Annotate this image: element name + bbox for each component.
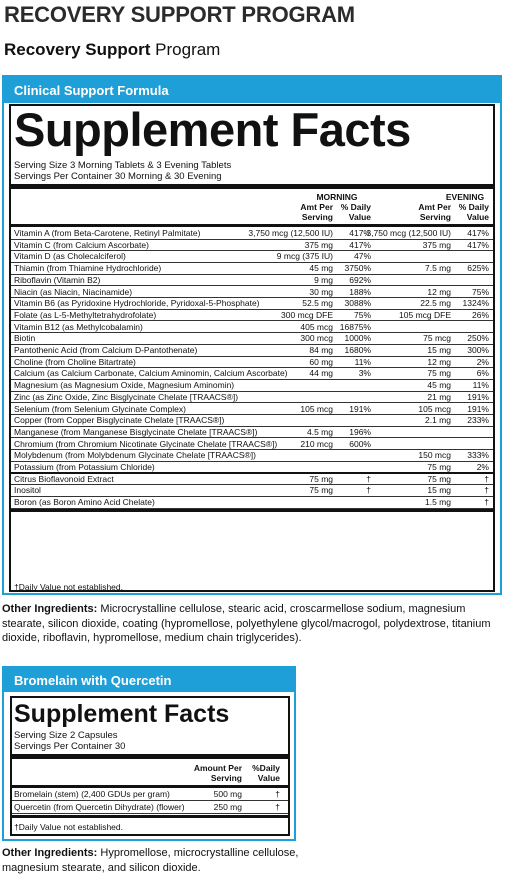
morning-dv-header bbox=[341, 203, 371, 222]
nutrient-name: Calcium (as Calcium Carbonate, Calcium Aminomin, Calcium Ascorbate) bbox=[14, 368, 288, 379]
morning-amount: 44 mg bbox=[309, 368, 333, 379]
evening-daily-value: 300% bbox=[467, 345, 489, 355]
nutrient-name: Potassium (from Potassium Chloride) bbox=[14, 462, 155, 472]
serving-size-1: Serving Size 3 Morning Tablets & 3 Evening Tablets bbox=[14, 160, 232, 171]
bromelain-panel bbox=[2, 666, 296, 841]
evening-amount: 375 mg bbox=[422, 239, 451, 250]
clinical-support-panel bbox=[2, 75, 502, 595]
morning-amount: 52.5 mg bbox=[302, 298, 333, 309]
table-row bbox=[11, 450, 493, 462]
morning-amount: 60 mg bbox=[309, 356, 333, 367]
supplement-facts-heading-1: Supplement Facts bbox=[14, 103, 411, 156]
servings-per-container-2: Servings Per Container 30 bbox=[14, 741, 126, 752]
morning-daily-value: 417% bbox=[349, 239, 371, 250]
ingredient-amount: 250 mg bbox=[213, 801, 242, 812]
other-ingredients-1 bbox=[2, 602, 502, 646]
morning-amount: 9 mg bbox=[314, 274, 333, 285]
morning-amount: 75 mg bbox=[309, 485, 333, 496]
thick-rule-top-1 bbox=[11, 184, 493, 189]
evening-amount: 15 mg bbox=[427, 485, 451, 496]
table-row bbox=[11, 275, 493, 287]
morning-amt-per: Amt Per bbox=[300, 202, 333, 212]
evening-amt-per: Amt Per bbox=[418, 202, 451, 212]
nutrient-name: Vitamin B12 (as Methylcobalamin) bbox=[14, 321, 143, 332]
nutrient-name: Niacin (as Niacin, Niacinamide) bbox=[14, 286, 133, 297]
evening-amount: 75 mcg bbox=[423, 333, 451, 344]
morning-daily-value: 417% bbox=[349, 228, 371, 238]
nutrient-name: Manganese (from Manganese Bisglycinate Chelate [TRAACS®]) bbox=[14, 426, 258, 437]
footnote-2: †Daily Value not established. bbox=[14, 822, 123, 832]
morning-daily-value: 47% bbox=[353, 251, 371, 262]
other-ingredients-2 bbox=[2, 846, 322, 875]
evening-amount: 1.5 mg bbox=[425, 497, 451, 508]
evening-serving: Serving bbox=[419, 211, 451, 222]
morning-daily-value: 3% bbox=[358, 368, 371, 379]
morning-amount: 105 mcg bbox=[300, 403, 333, 414]
morning-amount: 375 mg bbox=[304, 239, 333, 250]
table-row bbox=[11, 427, 493, 439]
morning-header: MORNING bbox=[316, 192, 358, 202]
nutrient-name: Choline (from Choline Bitartrate) bbox=[14, 356, 136, 367]
clinical-support-band: Clinical Support Formula bbox=[4, 77, 500, 103]
page-title: RECOVERY SUPPORT PROGRAM bbox=[4, 2, 355, 27]
evening-amount: 15 mg bbox=[427, 345, 451, 355]
morning-daily-value: † bbox=[366, 473, 371, 484]
evening-header: EVENING bbox=[445, 192, 485, 202]
serving-info-1 bbox=[14, 161, 231, 182]
ingredient-name: Quercetin (from Quercetin Dihydrate) (flower) bbox=[14, 801, 185, 812]
table-row bbox=[11, 322, 493, 334]
morning-serving: Serving bbox=[301, 211, 333, 222]
table-row bbox=[11, 240, 493, 252]
table-row bbox=[11, 345, 493, 357]
table-row bbox=[11, 392, 493, 404]
morning-amount: 300 mcg DFE bbox=[281, 309, 333, 320]
thick-rule-bottom-1 bbox=[11, 509, 493, 512]
morning-daily-value: 75% bbox=[353, 309, 371, 320]
pct-daily-2: %Daily bbox=[252, 763, 280, 773]
value-label-2: Value bbox=[257, 772, 280, 783]
evening-daily-value: 417% bbox=[467, 239, 489, 250]
dv-header-2 bbox=[252, 764, 280, 783]
morning-amount: 30 mg bbox=[309, 286, 333, 297]
subtitle-bold: Recovery Support bbox=[4, 40, 151, 59]
morning-amount: 300 mcg bbox=[300, 333, 333, 344]
morning-amount: 3,750 mcg (12,500 IU) bbox=[248, 228, 333, 238]
morning-daily-value: 188% bbox=[349, 286, 371, 297]
serving-size-2: Serving Size 2 Capsules bbox=[14, 730, 118, 741]
supplement-facts-box-1 bbox=[9, 104, 495, 592]
evening-daily-value: 233% bbox=[467, 415, 489, 426]
morning-pct-daily: % Daily bbox=[340, 202, 371, 212]
evening-daily-value: † bbox=[484, 497, 489, 508]
table-row bbox=[11, 415, 493, 427]
servings-per-container-1: Servings Per Container 30 Morning & 30 Evening bbox=[14, 170, 222, 182]
amount-per-2: Amount Per bbox=[193, 763, 242, 773]
nutrient-name: Zinc (as Zinc Oxide, Zinc Bisglycinate Chelate [TRAACS®]) bbox=[14, 391, 239, 402]
evening-amount: 3,750 mcg (12,500 IU) bbox=[366, 228, 451, 238]
evening-amount: 12 mg bbox=[427, 356, 451, 367]
amount-header-2 bbox=[194, 764, 242, 783]
morning-amount: 75 mg bbox=[309, 473, 333, 484]
morning-amount: 210 mcg bbox=[300, 438, 333, 449]
ingredient-name: Bromelain (stem) (2,400 GDUs per gram) bbox=[14, 789, 170, 799]
evening-daily-value: 250% bbox=[467, 333, 489, 344]
nutrient-name: Biotin bbox=[14, 333, 36, 344]
evening-amount: 105 mcg DFE bbox=[399, 309, 451, 320]
table-row bbox=[11, 263, 493, 275]
other-ingredients-text-1: Microcrystalline cellulose, stearic acid, croscarmellose sodium, magnesium stearate, silicon dioxide, coating (hypromellose, polyethylene glycol/macrogol, polydextrose, titanium dioxide, riboflavin, hypromellose, medium chain triglycerides). bbox=[2, 603, 491, 644]
nutrient-name: Inositol bbox=[14, 485, 41, 496]
thick-rule-header-1 bbox=[11, 224, 493, 227]
supplement-facts-box-2 bbox=[10, 696, 290, 836]
nutrient-name: Boron (as Boron Amino Acid Chelate) bbox=[14, 497, 155, 508]
serving-label-2: Serving bbox=[210, 772, 242, 783]
table-row bbox=[11, 287, 493, 299]
evening-daily-value: 75% bbox=[471, 286, 489, 297]
nutrient-name: Copper (from Copper Bisglycinate Chelate [TRAACS®]) bbox=[14, 415, 225, 426]
table-row bbox=[11, 380, 493, 392]
evening-daily-value: 625% bbox=[467, 263, 489, 274]
nutrient-name: Citrus Bioflavonoid Extract bbox=[14, 473, 114, 484]
morning-daily-value: † bbox=[366, 485, 371, 496]
table-row bbox=[11, 404, 493, 416]
morning-amount: 84 mg bbox=[309, 345, 333, 355]
evening-pct-daily: % Daily bbox=[458, 202, 489, 212]
evening-amount: 12 mg bbox=[427, 286, 451, 297]
table-row bbox=[11, 333, 493, 345]
other-ingredients-label-1: Other Ingredients: bbox=[2, 603, 98, 615]
table-row bbox=[11, 228, 493, 240]
table-row bbox=[11, 497, 493, 509]
nutrient-name: Vitamin A (from Beta-Carotene, Retinyl Palmitate) bbox=[14, 228, 201, 238]
table-row bbox=[11, 439, 493, 451]
table-row bbox=[11, 251, 493, 263]
thick-rule-top-2 bbox=[12, 754, 288, 759]
evening-daily-value: 6% bbox=[476, 368, 489, 379]
nutrient-name: Pantothenic Acid (from Calcium D-Pantothenate) bbox=[14, 345, 198, 355]
subtitle-rest: Program bbox=[150, 40, 221, 59]
morning-daily-value: 191% bbox=[349, 403, 371, 414]
morning-daily-value: 196% bbox=[349, 426, 371, 437]
evening-daily-value: 2% bbox=[476, 462, 489, 472]
morning-amount: 4.5 mg bbox=[307, 426, 333, 437]
ingredient-daily-value: † bbox=[275, 801, 280, 812]
evening-daily-value: 191% bbox=[467, 391, 489, 402]
table-row bbox=[11, 368, 493, 380]
evening-amount: 75 mg bbox=[427, 368, 451, 379]
other-ingredients-label-2: Other Ingredients: bbox=[2, 847, 98, 859]
table-row bbox=[11, 485, 493, 497]
bromelain-band: Bromelain with Quercetin bbox=[4, 668, 294, 692]
morning-amount: 45 mg bbox=[309, 263, 333, 274]
thick-rule-header-2 bbox=[12, 785, 288, 788]
evening-dv-header bbox=[459, 203, 489, 222]
nutrient-name: Selenium (from Selenium Glycinate Complex) bbox=[14, 403, 186, 414]
morning-daily-value: 3750% bbox=[344, 263, 371, 274]
table-row bbox=[11, 357, 493, 369]
evening-value: Value bbox=[466, 211, 489, 222]
nutrient-name: Riboflavin (Vitamin B2) bbox=[14, 274, 101, 285]
morning-daily-value: 11% bbox=[354, 356, 371, 367]
evening-amount: 45 mg bbox=[427, 380, 451, 391]
evening-daily-value: 2% bbox=[476, 356, 489, 367]
evening-daily-value: † bbox=[484, 485, 489, 496]
other-ingredients-text-2: Hypromellose, microcrystalline cellulose, magnesium stearate, and silicon dioxide. bbox=[2, 847, 299, 874]
evening-amount: 21 mg bbox=[427, 391, 451, 402]
table-row bbox=[11, 298, 493, 310]
evening-amt-header bbox=[418, 203, 451, 222]
morning-daily-value: 3088% bbox=[344, 298, 371, 309]
evening-amount: 2.1 mg bbox=[425, 415, 451, 426]
nutrient-name: Molybdenum (from Molybdenum Glycinate Chelate [TRAACS®]) bbox=[14, 450, 256, 461]
morning-amt-header bbox=[300, 203, 333, 222]
morning-value: Value bbox=[348, 211, 371, 222]
table-row bbox=[11, 474, 493, 486]
ingredient-daily-value: † bbox=[275, 789, 280, 799]
supplement-facts-heading-2: Supplement Facts bbox=[14, 700, 230, 728]
page-subtitle bbox=[4, 40, 220, 60]
thick-rule-bottom-2 bbox=[12, 815, 288, 818]
evening-daily-value: 26% bbox=[471, 309, 489, 320]
morning-daily-value: 692% bbox=[349, 274, 371, 285]
morning-daily-value: 16875% bbox=[339, 321, 371, 332]
nutrient-name: Vitamin D (as Cholecalciferol) bbox=[14, 251, 126, 262]
morning-amount: 405 mcg bbox=[300, 321, 333, 332]
evening-amount: 150 mcg bbox=[418, 450, 451, 461]
footnote-1: †Daily Value not established. bbox=[14, 582, 123, 592]
nutrient-name: Chromium (from Chromium Nicotinate Glycinate Chelate [TRAACS®]) bbox=[14, 438, 278, 449]
serving-info-2 bbox=[14, 730, 125, 752]
morning-daily-value: 1680% bbox=[344, 345, 371, 355]
ingredient-amount: 500 mg bbox=[213, 789, 242, 799]
evening-amount: 105 mcg bbox=[418, 403, 451, 414]
evening-amount: 7.5 mg bbox=[425, 263, 451, 274]
morning-daily-value: 1000% bbox=[344, 333, 371, 344]
nutrient-name: Vitamin B6 (as Pyridoxine Hydrochloride, Pyridoxal-5-Phosphate) bbox=[14, 298, 260, 309]
evening-daily-value: 333% bbox=[467, 450, 489, 461]
evening-daily-value: 191% bbox=[467, 403, 489, 414]
table-row bbox=[12, 802, 288, 814]
evening-amount: 75 mg bbox=[427, 462, 451, 472]
nutrient-name: Magnesium (as Magnesium Oxide, Magnesium Aminomin) bbox=[14, 380, 235, 391]
evening-amount: 22.5 mg bbox=[420, 298, 451, 309]
morning-daily-value: 600% bbox=[349, 438, 371, 449]
nutrient-name: Folate (as L-5-Methyltetrahydrofolate) bbox=[14, 309, 157, 320]
nutrient-name: Vitamin C (from Calcium Ascorbate) bbox=[14, 239, 149, 250]
table-row bbox=[11, 310, 493, 322]
table-row bbox=[11, 462, 493, 474]
evening-daily-value: † bbox=[484, 473, 489, 484]
morning-amount: 9 mcg (375 IU) bbox=[276, 251, 333, 262]
nutrient-name: Thiamin (from Thiamine Hydrochloride) bbox=[14, 263, 162, 274]
evening-daily-value: 1324% bbox=[462, 298, 489, 309]
evening-amount: 75 mg bbox=[427, 473, 451, 484]
evening-daily-value: 417% bbox=[467, 228, 489, 238]
table-row bbox=[12, 789, 288, 801]
evening-daily-value: 11% bbox=[472, 380, 489, 391]
